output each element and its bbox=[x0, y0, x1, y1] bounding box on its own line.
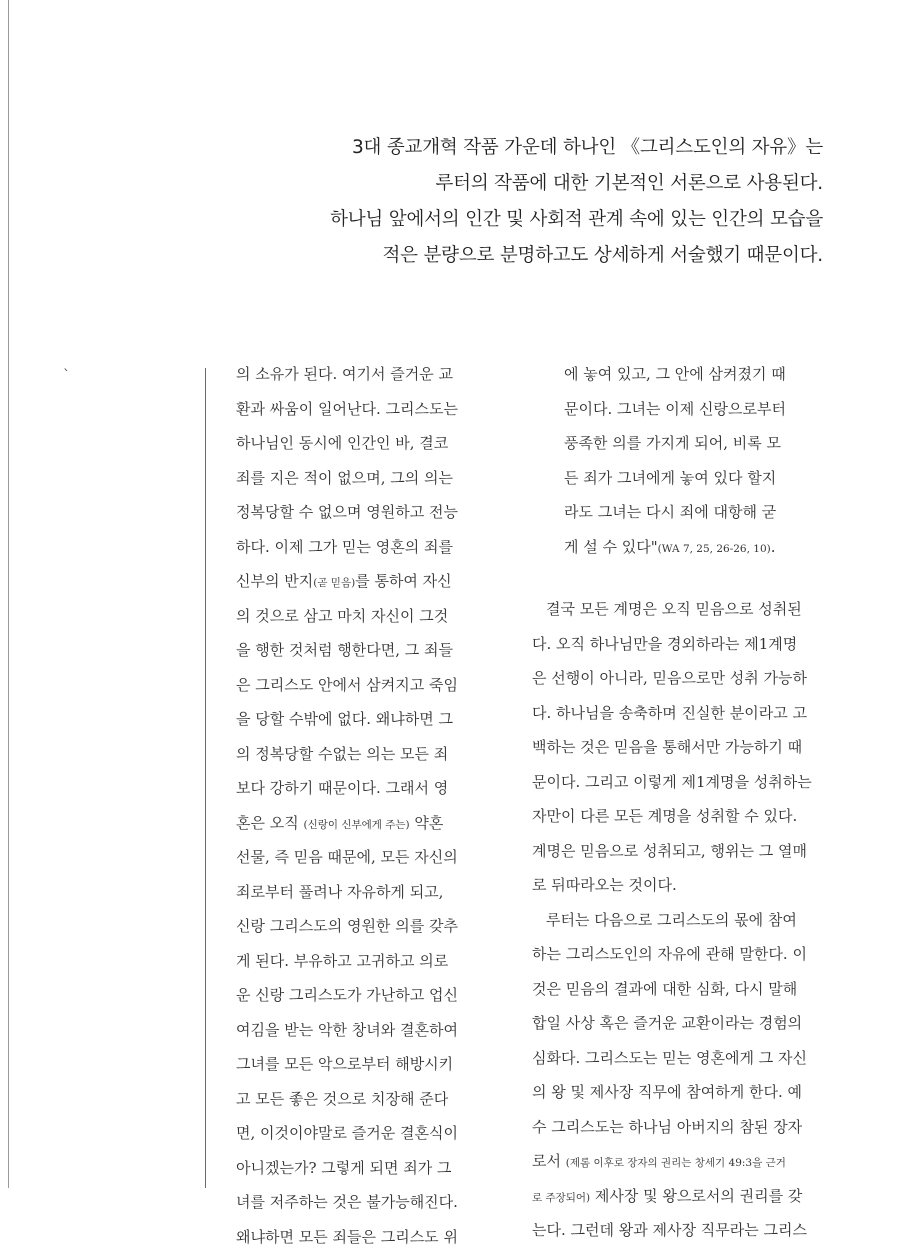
body-line bbox=[236, 564, 492, 599]
annotation-text: (신랑이 신부에게 주는) bbox=[304, 819, 410, 831]
body-line: 을 당할 수밖에 없다. 왜냐하면 그 bbox=[236, 702, 492, 737]
body-line: 수 그리스도는 하나님 아버지의 참된 장자 bbox=[532, 1110, 832, 1145]
body-line: 정복당할 수 없으며 영원하고 전능 bbox=[236, 495, 492, 530]
line-text: 신부의 반지 bbox=[236, 572, 313, 590]
quote-line: 문이다. 그녀는 이제 신랑으로부터 bbox=[532, 392, 832, 427]
line-text: 게 설 수 있다" bbox=[564, 538, 658, 556]
pull-quote-line: 적은 분량으로 분명하고도 상세하게 서술했기 때문이다. bbox=[223, 238, 823, 274]
annotation-text: (곧 믿음) bbox=[313, 577, 355, 589]
body-line: 계명은 믿음으로 성취되고, 행위는 그 열매 bbox=[532, 834, 832, 869]
body-line: 보다 강하기 때문이다. 그래서 영 bbox=[236, 771, 492, 806]
body-line bbox=[532, 1144, 832, 1179]
body-line: 의 것으로 삼고 마치 자신이 그것 bbox=[236, 599, 492, 634]
left-column bbox=[236, 357, 492, 1254]
body-line: 여김을 받는 악한 창녀와 결혼하여 bbox=[236, 1013, 492, 1048]
body-line: 죄를 지은 적이 없으며, 그의 의는 bbox=[236, 461, 492, 496]
body-line: 환과 싸움이 일어난다. 그리스도는 bbox=[236, 392, 492, 427]
body-line: 결국 모든 계명은 오직 믿음으로 성취된 bbox=[532, 592, 832, 627]
body-line: 아니겠는가? 그렇게 되면 죄가 그 bbox=[236, 1151, 492, 1186]
body-line: 의 정복당할 수없는 의는 모든 죄 bbox=[236, 737, 492, 772]
quote-line: 에 놓여 있고, 그 안에 삼켜졌기 때 bbox=[532, 357, 832, 392]
body-line: 녀를 저주하는 것은 불가능해진다. bbox=[236, 1185, 492, 1220]
body-line bbox=[236, 806, 492, 841]
body-line: 하나님인 동시에 인간인 바, 결코 bbox=[236, 426, 492, 461]
body-line: 은 그리스도 안에서 삼켜지고 죽임 bbox=[236, 668, 492, 703]
pull-quote-line: 루터의 작품에 대한 기본적인 서론으로 사용된다. bbox=[223, 166, 823, 202]
pull-quote-line: 3대 종교개혁 작품 가운데 하나인 《그리스도인의 자유》는 bbox=[223, 130, 823, 166]
pull-quote bbox=[223, 130, 823, 274]
body-line: 고 모든 좋은 것으로 치장해 준다 bbox=[236, 1082, 492, 1117]
body-line: 문이다. 그리고 이렇게 제1계명을 성취하는 bbox=[532, 765, 832, 800]
quote-line: 든 죄가 그녀에게 놓여 있다 할지 bbox=[532, 461, 832, 496]
body-line: 죄로부터 풀려나 자유하게 되고, bbox=[236, 875, 492, 910]
quote-line: 풍족한 의를 가지게 되어, 비록 모 bbox=[532, 426, 832, 461]
body-line: 는다. 그런데 왕과 제사장 직무라는 그리스 bbox=[532, 1213, 832, 1248]
body-line bbox=[532, 1179, 832, 1214]
pull-quote-line: 하나님 앞에서의 인간 및 사회적 관계 속에 있는 인간의 모습을 bbox=[223, 202, 823, 238]
paragraph-commandments bbox=[532, 592, 832, 903]
quote-line: 라도 그녀는 다시 죄에 대항해 굳 bbox=[532, 495, 832, 530]
body-line: 면, 이것이야말로 즐거운 결혼식이 bbox=[236, 1116, 492, 1151]
body-line: 운 신랑 그리스도가 가난하고 업신 bbox=[236, 978, 492, 1013]
body-line: 하다. 이제 그가 믿는 영혼의 죄를 bbox=[236, 530, 492, 565]
body-line: 은 선행이 아니라, 믿음으로만 성취 가능하 bbox=[532, 661, 832, 696]
body-line: 의 소유가 된다. 여기서 즐거운 교 bbox=[236, 357, 492, 392]
body-line: 로 뒤따라오는 것이다. bbox=[532, 868, 832, 903]
body-line: 게 된다. 부유하고 고귀하고 의로 bbox=[236, 944, 492, 979]
body-line: 자만이 다른 모든 계명을 성취할 수 있다. bbox=[532, 799, 832, 834]
body-line: 심화다. 그리스도는 믿는 영혼에게 그 자신 bbox=[532, 1041, 832, 1076]
line-text: 혼은 오직 bbox=[236, 814, 304, 832]
body-line: 백하는 것은 믿음을 통해서만 가능하기 때 bbox=[532, 730, 832, 765]
line-text: 제사장 및 왕으로서의 권리를 갖 bbox=[590, 1187, 802, 1205]
paragraph-luther-freedom bbox=[532, 903, 832, 1248]
block-quote bbox=[532, 357, 832, 564]
body-line: 왜냐하면 모든 죄들은 그리스도 위 bbox=[236, 1220, 492, 1254]
line-text: 로서 bbox=[532, 1152, 566, 1170]
line-text: 를 통하여 자신 bbox=[355, 572, 451, 590]
body-line: 합일 사상 혹은 즐거운 교환이라는 경험의 bbox=[532, 1006, 832, 1041]
column-rule bbox=[205, 368, 206, 1188]
body-line: 그녀를 모든 악으로부터 해방시키 bbox=[236, 1047, 492, 1082]
line-text: . bbox=[771, 538, 776, 556]
quote-line bbox=[532, 530, 832, 565]
body-line: 하는 그리스도인의 자유에 관해 말한다. 이 bbox=[532, 937, 832, 972]
annotation-text: 로 주장되어) bbox=[532, 1192, 590, 1204]
body-line: 의 왕 및 제사장 직무에 참여하게 한다. 예 bbox=[532, 1075, 832, 1110]
body-line: 루터는 다음으로 그리스도의 몫에 참여 bbox=[532, 903, 832, 938]
body-line: 것은 믿음의 결과에 대한 심화, 다시 말해 bbox=[532, 972, 832, 1007]
line-text: 약혼 bbox=[410, 814, 444, 832]
body-line: 신랑 그리스도의 영원한 의를 갖추 bbox=[236, 909, 492, 944]
body-line: 선물, 즉 믿음 때문에, 모든 자신의 bbox=[236, 840, 492, 875]
annotation-text: (제롬 이후로 장자의 권리는 창세기 49:3을 근거 bbox=[566, 1157, 786, 1169]
page-margin-rule bbox=[8, 0, 9, 1188]
right-column bbox=[532, 357, 832, 1248]
stray-mark: ` bbox=[63, 368, 70, 384]
body-line: 을 행한 것처럼 행한다면, 그 죄들 bbox=[236, 633, 492, 668]
annotation-text: (WA 7, 25, 26-26, 10) bbox=[658, 543, 771, 555]
body-line: 다. 오직 하나님만을 경외하라는 제1계명 bbox=[532, 627, 832, 662]
body-line: 다. 하나님을 송축하며 진실한 분이라고 고 bbox=[532, 696, 832, 731]
